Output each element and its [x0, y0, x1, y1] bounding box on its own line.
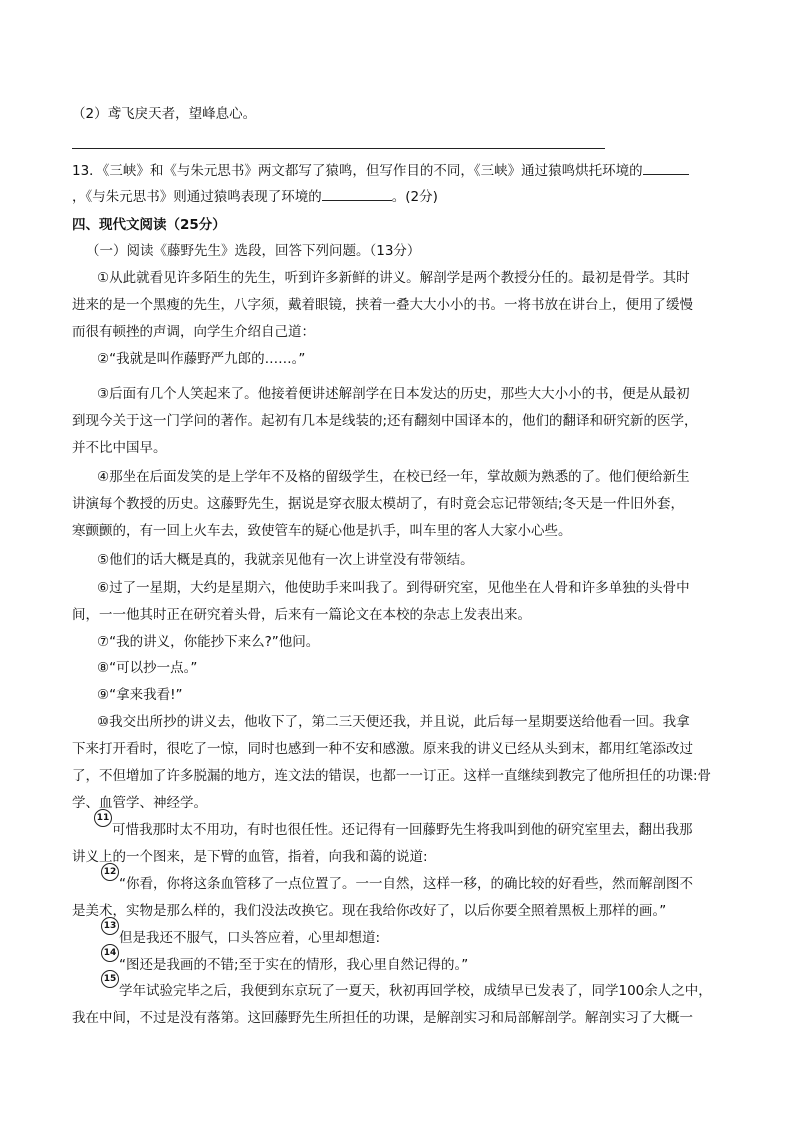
question-12-item-2: （2）鸢飞戾天者，望峰息心。	[72, 106, 257, 122]
question-13-points: 。(2分)	[391, 189, 438, 205]
paragraph-3-line-1: ③后面有几个人笑起来了。他接着便讲述解剖学在日本发达的历史，那些大大小小的书，便是从最初	[97, 386, 690, 402]
paragraph-9: ⑨“拿来我看!”	[97, 687, 183, 703]
paragraph-1-line-1: ①从此就看见许多陌生的先生，听到许多新鲜的讲义。解剖学是两个教授分任的。最初是骨学。其时	[97, 270, 690, 286]
question-13-text-2: ，《与朱元思书》则通过猿鸣表现了环境的	[72, 189, 322, 205]
paragraph-13: 但是我还不服气，口头答应着，心里却想道:	[119, 930, 381, 946]
paragraph-number-11: 11	[94, 809, 112, 827]
paragraph-4-line-2: 讲演每个教授的历史。这藤野先生，据说是穿衣服太模胡了，有时竟会忘记带领结;冬天是一件旧外套，	[72, 496, 685, 512]
paragraph-11-line-1: 可惜我那时太不用功，有时也很任性。还记得有一回藤野先生将我叫到他的研究室里去，翻出我那	[112, 822, 693, 838]
subsection-1-title: （一）阅读《藤野先生》选段，回答下列问题。（13分）	[86, 243, 421, 259]
paragraph-number-14: 14	[101, 944, 119, 962]
answer-blank-1[interactable]	[643, 160, 689, 175]
paragraph-10-line-1: ⑩我交出所抄的讲义去，他收下了，第二三天便还我，并且说，此后每一星期要送给他看一回。我拿	[97, 714, 690, 730]
paragraph-2: ②“我就是叫作藤野严九郎的……。”	[97, 351, 306, 367]
answer-blank-2[interactable]	[322, 186, 392, 201]
paragraph-7: ⑦“我的讲义，你能抄下来么?”他问。	[97, 634, 320, 650]
paragraph-number-15: 15	[101, 970, 119, 988]
question-13-line-1	[72, 160, 732, 182]
paragraph-10-line-2: 下来打开看时，很吃了一惊，同时也感到一种不安和感激。原来我的讲义已经从头到末，都用红笔添改过	[72, 741, 693, 757]
paragraph-3-line-2: 到现今关于这一门学问的著作。起初有几本是线装的;还有翻刻中国译本的，他们的翻译和研究新的医学，	[72, 413, 698, 429]
paragraph-6-line-1: ⑥过了一星期，大约是星期六，他使助手来叫我了。到得研究室，见他坐在人骨和许多单独的头骨中	[97, 580, 690, 596]
paragraph-10-line-4: 学、血管学、神经学。	[72, 795, 207, 811]
section-4-title: 四、现代文阅读（25分）	[72, 217, 226, 233]
paragraph-number-13: 13	[101, 917, 119, 935]
paragraph-10-line-3: 了，不但增加了许多脱漏的地方，连文法的错误，也都一一订正。这样一直继续到教完了他所担任的功课:骨	[72, 768, 712, 784]
paragraph-5: ⑤他们的话大概是真的，我就亲见他有一次上讲堂没有带领结。	[97, 552, 474, 568]
paragraph-1-line-2: 进来的是一个黑瘦的先生，八字须，戴着眼镜，挟着一叠大大小小的书。一将书放在讲台上，便用了缓慢	[72, 297, 693, 313]
paragraph-1-line-3: 而很有顿挫的声调，向学生介绍自己道：	[72, 324, 315, 340]
paragraph-12-line-1: “你看，你将这条血管移了一点位置了。一一自然，这样一移，的确比较的好看些，然而解剖图不	[119, 876, 693, 892]
paragraph-11-line-2: 讲义上的一个图来，是下臂的血管，指着，向我和蔼的说道:	[72, 849, 428, 865]
paragraph-8: ⑧“可以抄一点。”	[97, 660, 198, 676]
paragraph-15-line-2: 我在中间，不过是没有落第。这回藤野先生所担任的功课，是解剖实习和局部解剖学。解剖实习了大概一	[72, 1010, 693, 1026]
paragraph-12-line-2: 是美术，实物是那么样的，我们没法改换它。现在我给你改好了，以后你要全照着黑板上那样的画。”	[72, 903, 667, 919]
paragraph-4-line-1: ④那坐在后面发笑的是上学年不及格的留级学生，在校已经一年，掌故颇为熟悉的了。他们便给新生	[97, 469, 690, 485]
answer-line	[72, 148, 605, 149]
paragraph-3-line-3: 并不比中国早。	[72, 440, 167, 456]
paragraph-6-line-2: 间，一一他其时正在研究着头骨，后来有一篇论文在本校的杂志上发表出来。	[72, 607, 531, 623]
paragraph-number-12: 12	[101, 863, 119, 881]
paragraph-4-line-3: 寒颤颤的，有一回上火车去，致使管车的疑心他是扒手，叫车里的客人大家小心些。	[72, 523, 572, 539]
question-13-line-2	[72, 186, 732, 208]
question-13-text: 13．《三峡》和《与朱元思书》两文都写了猿鸣，但写作目的不同，《三峡》通过猿鸣烘托环境的	[72, 163, 643, 179]
paragraph-14: “图还是我画的不错;至于实在的情形，我心里自然记得的。”	[119, 957, 469, 973]
paragraph-15-line-1: 学年试验完毕之后，我便到东京玩了一夏天，秋初再回学校，成绩早已发表了，同学100余人之中，	[119, 983, 712, 999]
